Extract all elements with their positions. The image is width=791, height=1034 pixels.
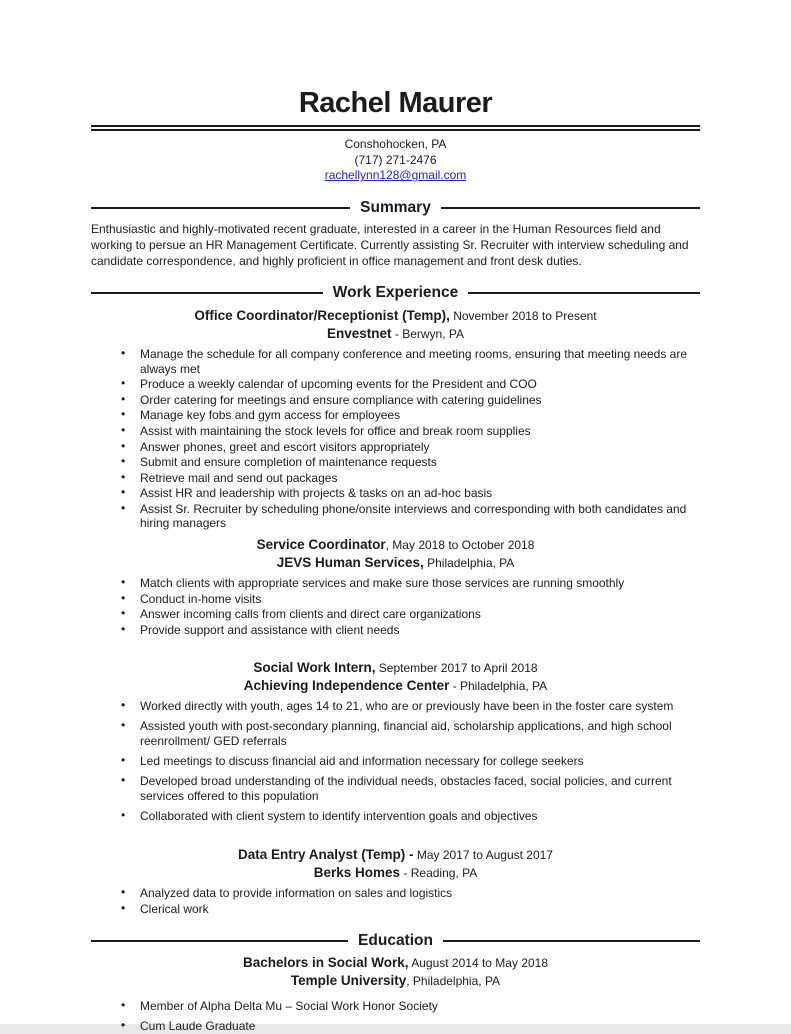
job-bullet-list: [91, 886, 700, 916]
degree-title: Bachelors in Social Work,: [243, 954, 409, 970]
job-dates: September 2017 to April 2018: [375, 661, 538, 676]
job-berks-homes: [91, 846, 700, 916]
summary-heading: Summary: [360, 198, 431, 216]
company-location: - Reading, PA: [400, 866, 478, 881]
school-line: [91, 972, 700, 990]
job-dates: , May 2018 to October 2018: [385, 538, 535, 553]
job-title: Data Entry Analyst (Temp) -: [238, 847, 414, 863]
person-name: Rachel Maurer: [298, 87, 493, 119]
bullet-item: • Assisted youth with post-secondary planning, financial aid, scholarship applications, and high school reenrollment/ GED referrals: [91, 719, 700, 749]
summary-heading-row: [91, 199, 700, 217]
job-company-line: [91, 864, 700, 882]
contact-phone: (717) 271-2476: [354, 152, 437, 167]
job-bullet-list: [91, 699, 700, 824]
summary-section: [91, 199, 700, 269]
heading-rule-left: [91, 292, 323, 294]
bullet-item: • Clerical work: [91, 902, 700, 917]
job-dates: May 2017 to August 2017: [413, 848, 553, 863]
heading-rule-right: [468, 292, 700, 294]
company-name: Berks Homes: [313, 865, 401, 881]
job-jevs: [91, 536, 700, 637]
job-achieving-independence-center: [91, 659, 700, 824]
job-bullet-list: [91, 347, 700, 531]
bullet-item: • Order catering for meetings and ensure compliance with catering guidelines: [91, 393, 700, 408]
education-heading: Education: [358, 931, 433, 949]
work-experience-section: [91, 284, 700, 917]
bullet-item: • Match clients with appropriate services and make sure those services are running smoothly: [91, 576, 700, 591]
bullet-item: • Cum Laude Graduate: [91, 1019, 700, 1034]
company-location: - Berwyn, PA: [391, 326, 464, 341]
bullet-item: • Manage key fobs and gym access for employees: [91, 408, 700, 423]
contact-block: [91, 137, 700, 184]
education-heading-row: [91, 932, 700, 950]
header-divider: [91, 125, 700, 131]
bullet-item: • Assist Sr. Recruiter by scheduling phone/onsite interviews and corresponding with both candidates and hiring managers: [91, 502, 700, 531]
school-name: Temple University: [290, 972, 407, 988]
company-name: JEVS Human Services,: [276, 555, 424, 571]
job-company-line: [91, 677, 700, 695]
degree-line: [91, 954, 700, 972]
bullet-item: • Member of Alpha Delta Mu – Social Work Honor Society: [91, 999, 700, 1014]
summary-text: Enthusiastic and highly-motivated recent graduate, interested in a career in the Human Resources field and working to persue an HR Management Certificate. Currently assisting Sr. Recruiter with interview scheduling and candidate correspondence, and highly proficient in office management and front desk duties.: [91, 221, 689, 268]
bullet-item: • Analyzed data to provide information on sales and logistics: [91, 886, 700, 901]
heading-rule-left: [91, 940, 348, 942]
job-title-line: [91, 307, 700, 325]
heading-rule-right: [441, 207, 700, 209]
job-title: Social Work Intern,: [253, 660, 376, 676]
degree-dates: August 2014 to May 2018: [408, 955, 548, 970]
education-bullet-list: [91, 999, 700, 1034]
education-section: [91, 932, 700, 1034]
job-title: Office Coordinator/Receptionist (Temp),: [194, 307, 450, 323]
bullet-item: • Worked directly with youth, ages 14 to 21, who are or previously have been in the foster care system: [91, 699, 700, 714]
company-location: - Philadelphia, PA: [449, 679, 548, 694]
company-location: Philadelphia, PA: [423, 556, 515, 571]
bullet-item: • Retrieve mail and send out packages: [91, 471, 700, 486]
job-dates: November 2018 to Present: [449, 308, 597, 323]
job-title: Service Coordinator: [256, 537, 386, 553]
heading-rule-left: [91, 207, 350, 209]
resume-header: [91, 88, 700, 184]
job-title-line: [91, 659, 700, 677]
bullet-item: • Collaborated with client system to identify intervention goals and objectives: [91, 809, 700, 824]
company-name: Achieving Independence Center: [243, 678, 450, 694]
school-location: , Philadelphia, PA: [406, 973, 501, 988]
bullet-item: • Led meetings to discuss financial aid and information necessary for college seekers: [91, 754, 700, 769]
bullet-item: • Conduct in-home visits: [91, 592, 700, 607]
bullet-item: • Developed broad understanding of the individual needs, obstacles faced, social policies, and current services offered to this population: [91, 774, 700, 804]
job-bullet-list: [91, 576, 700, 637]
job-envestnet: [91, 307, 700, 531]
job-company-line: [91, 325, 700, 343]
bullet-item: • Provide support and assistance with client needs: [91, 623, 700, 638]
contact-location: Conshohocken, PA: [344, 137, 447, 152]
company-name: Envestnet: [327, 325, 392, 341]
contact-email-link[interactable]: rachellynn128@gmail.com: [324, 168, 467, 183]
bullet-item: • Answer phones, greet and escort visitors appropriately: [91, 440, 700, 455]
job-title-line: [91, 846, 700, 864]
heading-rule-right: [443, 940, 700, 942]
work-experience-heading: Work Experience: [332, 283, 459, 301]
bullet-item: • Produce a weekly calendar of upcoming events for the President and COO: [91, 377, 700, 392]
bullet-item: • Submit and ensure completion of maintenance requests: [91, 455, 700, 470]
bullet-item: • Manage the schedule for all company conference and meeting rooms, ensuring that meeting needs are always met: [91, 347, 700, 376]
work-experience-heading-row: [91, 284, 700, 302]
bullet-item: • Answer incoming calls from clients and direct care organizations: [91, 607, 700, 622]
job-company-line: [91, 554, 700, 572]
bullet-item: • Assist with maintaining the stock levels for office and break room supplies: [91, 424, 700, 439]
job-title-line: [91, 536, 700, 554]
bullet-item: • Assist HR and leadership with projects & tasks on an ad-hoc basis: [91, 486, 700, 501]
